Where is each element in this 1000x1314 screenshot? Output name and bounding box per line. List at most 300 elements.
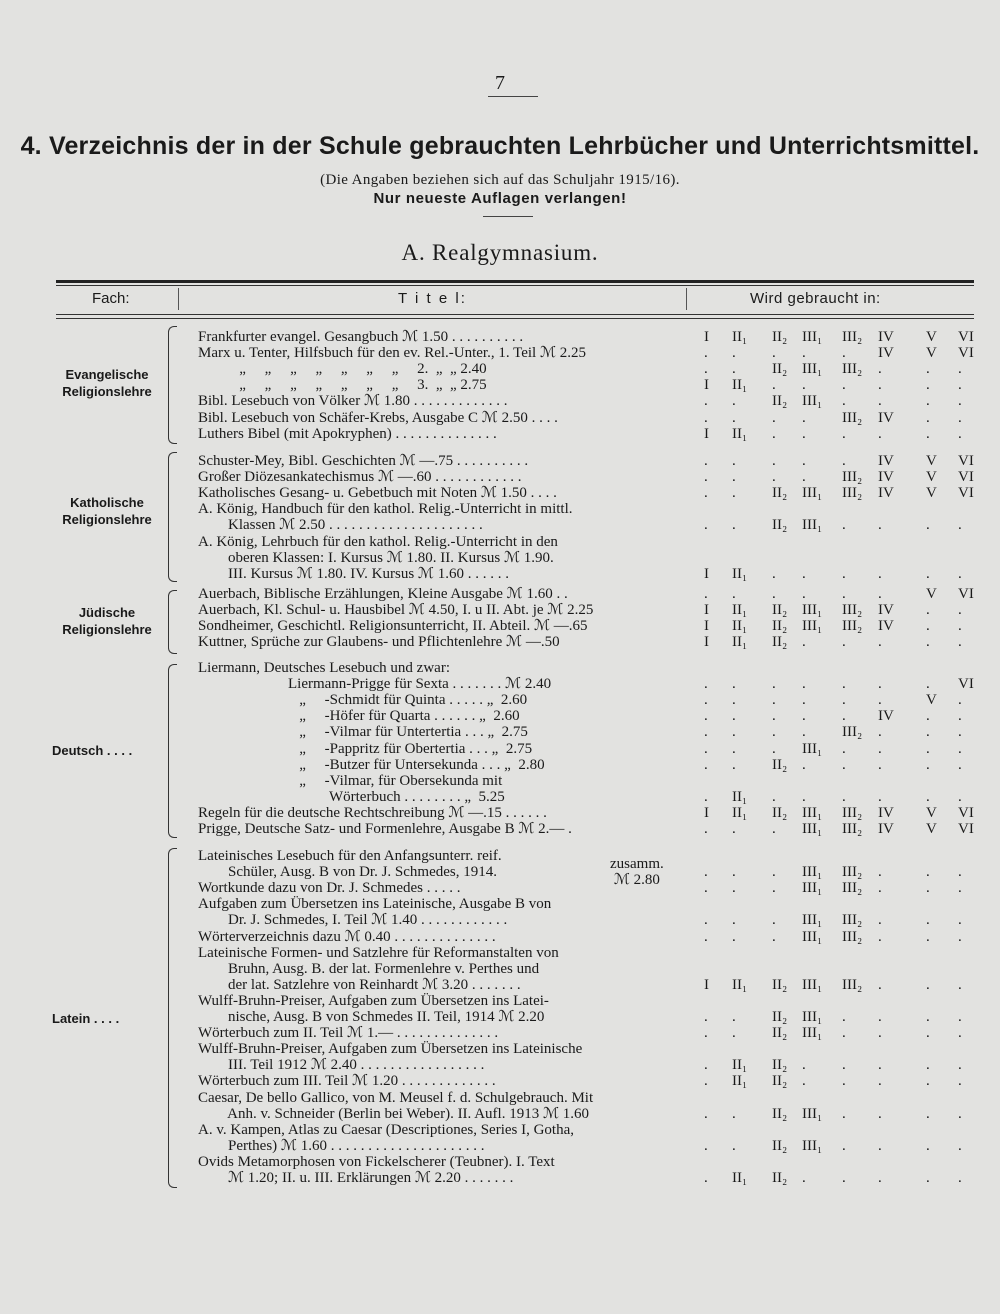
table-row bbox=[198, 1122, 978, 1138]
class-cell: III₂ bbox=[842, 880, 863, 897]
class-cell: . bbox=[704, 912, 708, 929]
table-row bbox=[198, 1106, 978, 1122]
brace bbox=[168, 664, 177, 838]
book-title: „ -Schmidt für Quinta . . . . . „ 2.60 bbox=[198, 692, 528, 709]
class-cell: . bbox=[926, 1057, 930, 1074]
class-cell: IV bbox=[878, 618, 894, 635]
class-cell: . bbox=[842, 377, 846, 394]
class-cell: II₁ bbox=[732, 618, 748, 635]
class-cell: VI bbox=[958, 821, 974, 837]
table-row bbox=[198, 1073, 978, 1089]
class-cell: III₁ bbox=[802, 864, 823, 881]
class-cell: V bbox=[926, 821, 937, 837]
class-cell: . bbox=[732, 393, 736, 410]
class-cell: II₂ bbox=[772, 618, 788, 635]
divider bbox=[483, 216, 533, 217]
class-cell: II₂ bbox=[772, 804, 788, 821]
class-cell: III₂ bbox=[842, 485, 863, 502]
book-title: Auerbach, Biblische Erzählungen, Kleine Ausgabe ℳ 1.60 . . bbox=[198, 586, 568, 602]
table-top-rule-thin bbox=[56, 285, 974, 286]
class-cell: II₁ bbox=[732, 976, 748, 993]
book-title: Perthes) ℳ 1.60 . . . . . . . . . . . . . . . . . . . . . bbox=[198, 1137, 485, 1154]
book-title: A. König, Lehrbuch für den kathol. Relig.-Unterricht in den bbox=[198, 533, 558, 550]
class-cell: . bbox=[958, 1057, 962, 1074]
class-cell: . bbox=[772, 788, 776, 805]
book-title: Auerbach, Kl. Schul- u. Hausbibel ℳ 4.50, I. u II. Abt. je ℳ 2.25 bbox=[198, 602, 594, 619]
class-cell: III₂ bbox=[842, 928, 863, 945]
class-cell: II₂ bbox=[772, 1057, 788, 1074]
class-cell: . bbox=[878, 740, 882, 757]
class-cell: I bbox=[704, 804, 709, 821]
class-cell: . bbox=[926, 409, 930, 426]
class-cell: . bbox=[704, 453, 708, 469]
class-cell: III₁ bbox=[802, 485, 823, 502]
class-cell: . bbox=[802, 1057, 806, 1074]
class-cell: . bbox=[926, 361, 930, 378]
class-cell: . bbox=[704, 1009, 708, 1025]
table-row bbox=[198, 361, 978, 377]
table-row bbox=[198, 426, 978, 442]
book-title: „ -Vilmar, für Obersekunda mit bbox=[198, 772, 503, 789]
table-row bbox=[198, 741, 978, 757]
table-row bbox=[198, 945, 978, 961]
book-title: Wörterverzeichnis dazu ℳ 0.40 . . . . . . . . . . . . . . bbox=[198, 928, 496, 945]
class-cell: . bbox=[926, 1105, 930, 1122]
table-row bbox=[198, 896, 978, 912]
class-cell: . bbox=[842, 425, 846, 442]
class-cell: . bbox=[704, 1057, 708, 1074]
class-cell: . bbox=[926, 565, 930, 582]
class-cell: V bbox=[926, 329, 937, 345]
class-cell: III₁ bbox=[802, 1009, 823, 1025]
class-cell: . bbox=[842, 517, 846, 534]
class-cell: . bbox=[704, 928, 708, 945]
class-cell: IV bbox=[878, 708, 894, 725]
class-cell: . bbox=[732, 740, 736, 757]
class-cell: . bbox=[926, 393, 930, 410]
class-cell: . bbox=[802, 724, 806, 741]
class-cell: III₂ bbox=[842, 724, 863, 741]
class-cell: VI bbox=[958, 485, 974, 502]
class-cell: . bbox=[732, 864, 736, 881]
class-cell: . bbox=[878, 1057, 882, 1074]
class-cell: I bbox=[704, 976, 709, 993]
book-title: A. v. Kampen, Atlas zu Caesar (Descriptiones, Series I, Gotha, bbox=[198, 1121, 575, 1138]
table-row bbox=[198, 757, 978, 773]
table-row bbox=[198, 1041, 978, 1057]
class-cell: II₂ bbox=[772, 634, 788, 651]
class-cell: V bbox=[926, 453, 937, 469]
class-cell: . bbox=[732, 361, 736, 378]
class-cell: . bbox=[842, 1073, 846, 1090]
class-cell: II₂ bbox=[772, 1025, 788, 1042]
class-cell: VI bbox=[958, 329, 974, 345]
table-row bbox=[198, 1138, 978, 1154]
book-title: oberen Klassen: I. Kursus ℳ 1.80. II. Kursus ℳ 1.90. bbox=[198, 549, 554, 566]
class-cell: . bbox=[732, 1105, 736, 1122]
class-cell: . bbox=[926, 618, 930, 635]
class-cell: III₁ bbox=[802, 1137, 823, 1154]
class-cell: . bbox=[732, 821, 736, 837]
table-row bbox=[198, 634, 978, 650]
class-cell: II₂ bbox=[772, 485, 788, 502]
table-row bbox=[198, 602, 978, 618]
class-cell: . bbox=[842, 1025, 846, 1042]
table-row bbox=[198, 961, 978, 977]
header-titel: T i t e l: bbox=[398, 290, 467, 307]
class-cell: VI bbox=[958, 676, 974, 693]
class-cell: . bbox=[704, 361, 708, 378]
class-cell: V bbox=[926, 485, 937, 502]
table-row bbox=[198, 1154, 978, 1170]
class-cell: . bbox=[958, 976, 962, 993]
class-cell: . bbox=[704, 1170, 708, 1186]
class-cell: V bbox=[926, 804, 937, 821]
class-cell: . bbox=[958, 1009, 962, 1025]
class-cell: III₁ bbox=[802, 821, 823, 837]
table-row bbox=[198, 789, 978, 805]
class-cell: III₂ bbox=[842, 864, 863, 881]
class-cell: III₂ bbox=[842, 329, 863, 345]
class-cell: VI bbox=[958, 345, 974, 362]
class-cell: . bbox=[732, 708, 736, 725]
class-cell: . bbox=[732, 724, 736, 741]
class-cell: . bbox=[704, 864, 708, 881]
class-cell: . bbox=[926, 756, 930, 773]
class-cell: . bbox=[958, 409, 962, 426]
class-cell: . bbox=[802, 634, 806, 651]
book-title: Sondheimer, Geschichtl. Religionsunterricht, II. Abteil. ℳ —.65 bbox=[198, 618, 588, 635]
class-cell: . bbox=[704, 740, 708, 757]
class-cell: III₁ bbox=[802, 602, 823, 619]
class-cell: . bbox=[802, 425, 806, 442]
book-title: „ „ „ „ „ „ „ 3. „ „ 2.75 bbox=[198, 377, 487, 394]
class-cell: III₁ bbox=[802, 1025, 823, 1042]
class-cell: III₂ bbox=[842, 361, 863, 378]
class-cell: IV bbox=[878, 329, 894, 345]
class-cell: . bbox=[958, 1025, 962, 1042]
table-row bbox=[198, 805, 978, 821]
class-cell: . bbox=[958, 928, 962, 945]
book-title: nische, Ausg. B von Schmedes II. Teil, 1914 ℳ 2.20 bbox=[198, 1009, 545, 1025]
table-row bbox=[198, 912, 978, 928]
class-cell: . bbox=[878, 928, 882, 945]
class-cell: III₁ bbox=[802, 912, 823, 929]
class-cell: VI bbox=[958, 453, 974, 469]
class-cell: . bbox=[802, 1170, 806, 1186]
class-cell: . bbox=[878, 517, 882, 534]
class-cell: III₁ bbox=[802, 361, 823, 378]
brace bbox=[168, 326, 177, 444]
class-cell: . bbox=[842, 740, 846, 757]
class-cell: . bbox=[842, 345, 846, 362]
class-cell: . bbox=[926, 634, 930, 651]
class-cell: I bbox=[704, 329, 709, 345]
class-cell: . bbox=[926, 1170, 930, 1186]
class-cell: . bbox=[878, 1025, 882, 1042]
book-title: Lateinisches Lesebuch für den Anfangsunterr. reif. bbox=[198, 848, 502, 864]
class-cell: III₁ bbox=[802, 393, 823, 410]
class-cell: . bbox=[926, 788, 930, 805]
class-cell: II₂ bbox=[772, 1105, 788, 1122]
class-cell: II₁ bbox=[732, 804, 748, 821]
class-cell: . bbox=[878, 393, 882, 410]
class-cell: . bbox=[772, 345, 776, 362]
class-cell: . bbox=[878, 880, 882, 897]
class-cell: II₂ bbox=[772, 756, 788, 773]
table-row bbox=[198, 345, 978, 361]
table-top-rule bbox=[56, 280, 974, 283]
class-cell: . bbox=[958, 393, 962, 410]
class-cell: . bbox=[878, 586, 882, 602]
class-cell: . bbox=[878, 634, 882, 651]
header-bottom-rule bbox=[56, 314, 974, 315]
class-cell: . bbox=[732, 469, 736, 486]
class-cell: . bbox=[842, 586, 846, 602]
class-cell: . bbox=[704, 880, 708, 897]
book-title: Klassen ℳ 2.50 . . . . . . . . . . . . . . . . . . . . . bbox=[198, 517, 483, 534]
class-cell: II₁ bbox=[732, 1073, 748, 1090]
class-cell: IV bbox=[878, 485, 894, 502]
book-title: Schüler, Ausg. B von Dr. J. Schmedes, 1914. bbox=[198, 864, 497, 881]
class-cell: . bbox=[772, 740, 776, 757]
table-row bbox=[198, 550, 978, 566]
class-cell: . bbox=[842, 1009, 846, 1025]
class-cell: . bbox=[704, 345, 708, 362]
table-row bbox=[198, 329, 978, 345]
class-cell: . bbox=[772, 864, 776, 881]
table-row bbox=[198, 1090, 978, 1106]
book-title: III. Teil 1912 ℳ 2.40 . . . . . . . . . . . . . . . . . bbox=[198, 1057, 485, 1074]
class-cell: III₂ bbox=[842, 804, 863, 821]
book-title: Liermann, Deutsches Lesebuch und zwar: bbox=[198, 660, 450, 676]
class-cell: . bbox=[926, 912, 930, 929]
class-cell: II₂ bbox=[772, 517, 788, 534]
class-cell: . bbox=[704, 485, 708, 502]
book-title: Prigge, Deutsche Satz- und Formenlehre, Ausgabe B ℳ 2.— . bbox=[198, 821, 572, 837]
book-title: „ -Pappritz für Obertertia . . . „ 2.75 bbox=[198, 740, 533, 757]
class-cell: . bbox=[802, 1073, 806, 1090]
class-cell: II₂ bbox=[772, 1009, 788, 1025]
class-cell: . bbox=[958, 618, 962, 635]
class-cell: II₂ bbox=[772, 1137, 788, 1154]
book-title: Regeln für die deutsche Rechtschreibung ℳ —.15 . . . . . . bbox=[198, 804, 547, 821]
page-title: 4. Verzeichnis der in der Schule gebrauchten Lehrbücher und Unterrichtsmittel. bbox=[20, 132, 980, 160]
class-cell: II₂ bbox=[772, 361, 788, 378]
class-cell: . bbox=[772, 928, 776, 945]
class-cell: . bbox=[772, 565, 776, 582]
book-title: III. Kursus ℳ 1.80. IV. Kursus ℳ 1.60 . . . . . . bbox=[198, 565, 509, 582]
class-cell: . bbox=[704, 517, 708, 534]
table-row bbox=[198, 864, 978, 880]
class-cell: . bbox=[704, 469, 708, 486]
class-cell: . bbox=[772, 912, 776, 929]
class-cell: . bbox=[878, 1137, 882, 1154]
class-cell: I bbox=[704, 565, 709, 582]
class-cell: IV bbox=[878, 453, 894, 469]
table-row bbox=[198, 586, 978, 602]
class-cell: . bbox=[732, 880, 736, 897]
book-title: Frankfurter evangel. Gesangbuch ℳ 1.50 . . . . . . . . . . bbox=[198, 329, 524, 345]
class-cell: III₁ bbox=[802, 928, 823, 945]
class-cell: II₁ bbox=[732, 634, 748, 651]
class-cell: . bbox=[772, 425, 776, 442]
class-cell: . bbox=[926, 1009, 930, 1025]
class-cell: VI bbox=[958, 586, 974, 602]
class-cell: . bbox=[958, 708, 962, 725]
class-cell: . bbox=[958, 756, 962, 773]
subject-deutsch: Deutsch . . . . bbox=[52, 743, 133, 758]
class-cell: . bbox=[802, 692, 806, 709]
class-cell: . bbox=[732, 409, 736, 426]
notice: Nur neueste Auflagen verlangen! bbox=[373, 190, 627, 207]
class-cell: . bbox=[878, 676, 882, 693]
class-cell: . bbox=[772, 821, 776, 837]
subject-evangelisch: Evangelische Religionslehre bbox=[62, 367, 152, 399]
class-cell: III₂ bbox=[842, 821, 863, 837]
class-cell: . bbox=[802, 708, 806, 725]
subject-latein: Latein . . . . bbox=[52, 1011, 120, 1026]
class-cell: II₁ bbox=[732, 1057, 748, 1074]
class-cell: . bbox=[772, 708, 776, 725]
zusammen-price: ℳ 2.80 bbox=[613, 872, 660, 888]
class-cell: I bbox=[704, 377, 709, 394]
brace bbox=[168, 452, 177, 582]
class-cell: . bbox=[926, 724, 930, 741]
brace bbox=[168, 848, 177, 1188]
table-row bbox=[198, 993, 978, 1009]
class-cell: II₁ bbox=[732, 425, 748, 442]
class-cell: V bbox=[926, 345, 937, 362]
class-cell: . bbox=[842, 565, 846, 582]
book-title: Wörterbuch . . . . . . . . „ 5.25 bbox=[198, 788, 505, 805]
class-cell: . bbox=[958, 912, 962, 929]
class-cell: III₁ bbox=[802, 976, 823, 993]
class-cell: . bbox=[772, 469, 776, 486]
book-title: Großer Diözesankatechismus ℳ —.60 . . . . . . . . . . . . bbox=[198, 469, 522, 486]
table-row bbox=[198, 393, 978, 409]
class-cell: . bbox=[878, 425, 882, 442]
book-title: Kuttner, Sprüche zur Glaubens- und Pflichtenlehre ℳ —.50 bbox=[198, 634, 560, 651]
class-cell: . bbox=[842, 708, 846, 725]
class-cell: . bbox=[842, 634, 846, 651]
book-title: Wörterbuch zum II. Teil ℳ 1.— . . . . . . . . . . . . . . bbox=[198, 1025, 499, 1042]
table-row bbox=[198, 660, 978, 676]
class-cell: II₂ bbox=[772, 1073, 788, 1090]
class-cell: . bbox=[732, 586, 736, 602]
book-title: Schuster-Mey, Bibl. Geschichten ℳ —.75 . . . . . . . . . . bbox=[198, 453, 529, 469]
class-cell: . bbox=[704, 1025, 708, 1042]
class-cell: II₂ bbox=[772, 976, 788, 993]
table-row bbox=[198, 517, 978, 533]
class-cell: . bbox=[926, 708, 930, 725]
class-cell: III₁ bbox=[802, 1105, 823, 1122]
class-cell: . bbox=[958, 864, 962, 881]
table-row bbox=[198, 501, 978, 517]
class-cell: III₁ bbox=[802, 880, 823, 897]
class-cell: . bbox=[802, 788, 806, 805]
class-cell: . bbox=[704, 724, 708, 741]
subtitle: (Die Angaben beziehen sich auf das Schuljahr 1915/16). bbox=[320, 172, 680, 188]
brace bbox=[168, 590, 177, 654]
book-title: Katholisches Gesang- u. Gebetbuch mit Noten ℳ 1.50 . . . . bbox=[198, 485, 557, 502]
class-cell: . bbox=[926, 880, 930, 897]
class-cell: IV bbox=[878, 602, 894, 619]
page-number-rule bbox=[488, 96, 538, 97]
table-row bbox=[198, 469, 978, 485]
class-cell: I bbox=[704, 602, 709, 619]
book-title: Bibl. Lesebuch von Schäfer-Krebs, Ausgabe C ℳ 2.50 . . . . bbox=[198, 409, 558, 426]
class-cell: III₂ bbox=[842, 912, 863, 929]
class-cell: II₂ bbox=[772, 329, 788, 345]
class-cell: . bbox=[732, 517, 736, 534]
class-cell: . bbox=[958, 1137, 962, 1154]
table-row bbox=[198, 821, 978, 837]
class-cell: . bbox=[772, 409, 776, 426]
table-row bbox=[198, 410, 978, 426]
zusammen-label: zusamm. bbox=[610, 856, 664, 872]
header-sep-left bbox=[178, 288, 179, 310]
book-title: ℳ 1.20; II. u. III. Erklärungen ℳ 2.20 . . . . . . . bbox=[198, 1170, 514, 1186]
class-cell: . bbox=[926, 1137, 930, 1154]
class-cell: III₂ bbox=[842, 409, 863, 426]
class-cell: II₁ bbox=[732, 377, 748, 394]
class-cell: VI bbox=[958, 469, 974, 486]
class-cell: . bbox=[842, 1137, 846, 1154]
class-cell: . bbox=[802, 409, 806, 426]
book-title: Luthers Bibel (mit Apokryphen) . . . . . . . . . . . . . . bbox=[198, 425, 497, 442]
class-cell: VI bbox=[958, 804, 974, 821]
table-row bbox=[198, 1025, 978, 1041]
class-cell: IV bbox=[878, 345, 894, 362]
class-cell: . bbox=[926, 864, 930, 881]
class-cell: . bbox=[704, 676, 708, 693]
class-cell: . bbox=[772, 453, 776, 469]
book-title: Dr. J. Schmedes, I. Teil ℳ 1.40 . . . . . . . . . . . . bbox=[198, 912, 508, 929]
class-cell: V bbox=[926, 586, 937, 602]
header-sep-right bbox=[686, 288, 687, 310]
book-title: Liermann-Prigge für Sexta . . . . . . . ℳ 2.40 bbox=[198, 676, 552, 693]
class-cell: . bbox=[958, 425, 962, 442]
class-cell: II₁ bbox=[732, 1170, 748, 1186]
table-row bbox=[198, 880, 978, 896]
class-cell: . bbox=[958, 361, 962, 378]
class-cell: . bbox=[704, 821, 708, 837]
class-cell: . bbox=[704, 393, 708, 410]
class-cell: . bbox=[878, 864, 882, 881]
book-title: Ovids Metamorphosen von Fickelscherer (Teubner). I. Text bbox=[198, 1153, 555, 1170]
class-cell: . bbox=[842, 788, 846, 805]
book-title: Wortkunde dazu von Dr. J. Schmedes . . . . . bbox=[198, 880, 461, 897]
class-cell: . bbox=[704, 756, 708, 773]
book-title: „ -Höfer für Quarta . . . . . . „ 2.60 bbox=[198, 708, 520, 725]
class-cell: . bbox=[926, 1073, 930, 1090]
table-row bbox=[198, 676, 978, 692]
class-cell: . bbox=[732, 692, 736, 709]
book-title: „ -Butzer für Untersekunda . . . „ 2.80 bbox=[198, 756, 545, 773]
class-cell: . bbox=[704, 586, 708, 602]
class-cell: II₂ bbox=[772, 393, 788, 410]
book-title: der lat. Satzlehre von Reinhardt ℳ 3.20 . . . . . . . bbox=[198, 976, 521, 993]
table-row bbox=[198, 848, 978, 864]
class-cell: II₁ bbox=[732, 565, 748, 582]
class-cell: . bbox=[926, 602, 930, 619]
class-cell: . bbox=[878, 1009, 882, 1025]
class-cell: . bbox=[926, 517, 930, 534]
class-cell: . bbox=[842, 1057, 846, 1074]
class-cell: . bbox=[732, 756, 736, 773]
class-cell: . bbox=[772, 676, 776, 693]
